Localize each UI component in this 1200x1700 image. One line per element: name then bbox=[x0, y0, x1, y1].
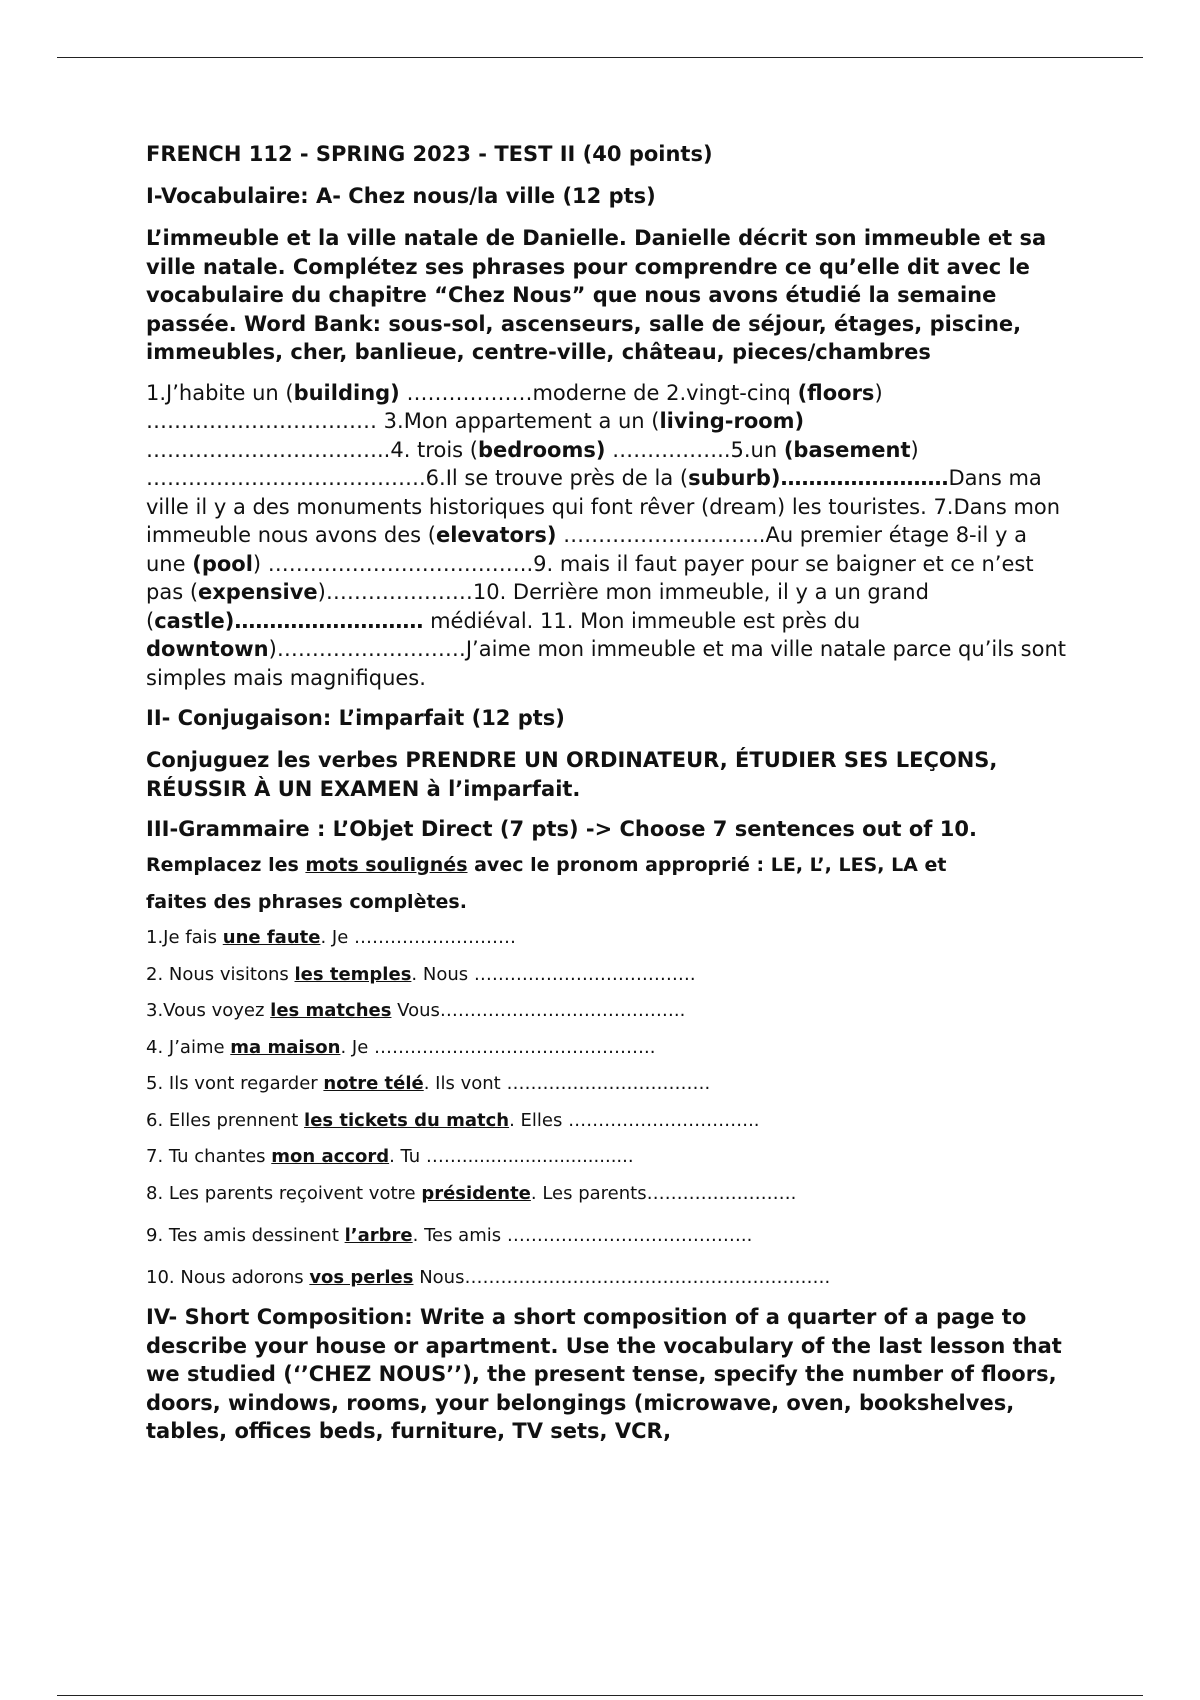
sentence-1 bbox=[146, 927, 1066, 949]
answer-blank: . Je ……………………… bbox=[320, 927, 517, 948]
underlined-object: présidente bbox=[421, 1182, 531, 1204]
sentence-5 bbox=[146, 1073, 1066, 1095]
sentence-10 bbox=[146, 1267, 1066, 1289]
answer-blank: . Je ……………………………………….. bbox=[340, 1036, 656, 1058]
sentence-3 bbox=[146, 1000, 1066, 1022]
sentence-text: 6. Elles prennent bbox=[146, 1109, 305, 1131]
text-run: Dans ma ville il y a des monuments historiques qui font rêver (dream) les touristes. 7.Dans mon immeuble nous avons des ( bbox=[146, 466, 1061, 547]
term-elevators: elevators) bbox=[435, 523, 557, 547]
term-suburb: suburb)…………………… bbox=[688, 466, 949, 490]
sentence-9 bbox=[146, 1225, 1066, 1247]
sentence-2 bbox=[146, 964, 1066, 986]
text-run: ) ………………………………..9. mais il faut payer pour se baigner et ce n’est pas ( bbox=[146, 551, 1034, 604]
text-run: avec le pronom approprié : LE, L’, LES, LA et bbox=[467, 854, 947, 876]
sentence-8 bbox=[146, 1183, 1066, 1205]
section-4-composition: IV- Short Composition: Write a short composition of a quarter of a page to describe your house or apartment. Use the vocabulary of the last lesson that we studied (‘’CHEZ NOUS’’), the present tense, specify the number of floors, doors, windows, rooms, your belongings (microwave, oven, bookshelves, tables, offices beds, furniture, TV sets, VCR, bbox=[146, 1305, 1062, 1443]
underlined-words: mots soulignés bbox=[305, 854, 468, 876]
section-1-intro: L’immeuble et la ville natale de Danielle. Danielle décrit son immeuble et sa ville natale. Complétez ses phrases pour comprendre ce qu’elle dit avec le vocabulaire du chapitre “Chez Nous” que nous avons étudié la semaine passée. Word Bank: sous-sol, ascenseurs, salle de séjour, étages, piscine, immeubles, cher, banlieue, centre-ville, château, pieces/chambres bbox=[146, 226, 1047, 364]
answer-blank: . Tes amis ………………………………….. bbox=[412, 1224, 753, 1246]
sentence-6 bbox=[146, 1110, 1066, 1132]
sentence-text: 9. Tes amis dessinent bbox=[146, 1224, 345, 1246]
term-bedrooms: bedrooms) bbox=[477, 437, 606, 462]
term-pool: (pool bbox=[192, 551, 253, 576]
sentence-4 bbox=[146, 1037, 1066, 1059]
sentence-list bbox=[146, 927, 1066, 1289]
text-run: médiéval. 11. Mon immeuble est près du bbox=[423, 608, 861, 633]
text-run: )…………………10. Derrière mon immeuble, il y a un grand ( bbox=[146, 580, 929, 633]
top-rule bbox=[57, 57, 1143, 58]
sentence-7 bbox=[146, 1146, 1066, 1168]
vocab-paragraph bbox=[146, 379, 1066, 693]
underlined-object: les tickets du match bbox=[304, 1109, 510, 1131]
section-1-heading: I-Vocabulaire: A- Chez nous/la ville (12 pts) bbox=[146, 184, 656, 208]
underlined-object: l’arbre bbox=[344, 1224, 413, 1246]
text-run: ) bbox=[910, 437, 919, 462]
sentence-text: 2. Nous visitons bbox=[146, 963, 295, 985]
term-basement: (basement bbox=[783, 437, 911, 462]
text-run: ……………………………..4. trois ( bbox=[146, 437, 478, 462]
sentence-text: 3.Vous voyez bbox=[146, 1000, 271, 1021]
text-run: 1.J’habite un ( bbox=[146, 380, 294, 405]
section-3-instruction bbox=[146, 847, 1066, 921]
underlined-object: ma maison bbox=[230, 1036, 341, 1058]
term-castle: castle)……………………… bbox=[154, 608, 424, 633]
text-run: ………………moderne de 2.vingt-cinq bbox=[399, 380, 798, 405]
answer-blank: . Les parents……………………. bbox=[530, 1182, 797, 1204]
text-run: ………………………………….6.Il se trouve près de la ( bbox=[146, 466, 689, 490]
sentence-text: 4. J’aime bbox=[146, 1036, 231, 1058]
term-expensive: expensive bbox=[198, 580, 318, 604]
text-run: )………………………J’aime mon immeuble et ma ville natale parce qu’ils sont simples mais magnifiques. bbox=[146, 637, 1066, 690]
text-run: ………………………..Au premier étage 8-il y a une bbox=[146, 523, 1027, 576]
sentence-text: 7. Tu chantes bbox=[146, 1146, 272, 1167]
answer-blank: . Nous ………………………………. bbox=[411, 963, 696, 985]
test-title: FRENCH 112 - SPRING 2023 - TEST II (40 points) bbox=[146, 142, 713, 166]
section-2-heading: II- Conjugaison: L’imparfait (12 pts) bbox=[146, 706, 565, 730]
term-building: building) bbox=[293, 380, 400, 405]
underlined-object: une faute bbox=[222, 927, 321, 948]
sentence-text: 5. Ils vont regarder bbox=[146, 1073, 324, 1094]
underlined-object: les temples bbox=[294, 963, 412, 985]
text-run: Remplacez les bbox=[146, 854, 306, 876]
underlined-object: les matches bbox=[270, 1000, 392, 1021]
text-run: ) bbox=[874, 380, 883, 405]
test-page bbox=[146, 140, 1066, 1446]
term-floors: (floors bbox=[797, 380, 875, 405]
text-run: …………………………… 3.Mon appartement a un ( bbox=[146, 409, 660, 433]
text-run: ……………..5.un bbox=[605, 437, 784, 462]
underlined-object: notre télé bbox=[323, 1073, 424, 1094]
answer-blank: . Ils vont ……………………………. bbox=[423, 1073, 711, 1094]
sentence-text: 10. Nous adorons bbox=[146, 1266, 310, 1288]
section-3-heading: III-Grammaire : L’Objet Direct (7 pts) -> Choose 7 sentences out of 10. bbox=[146, 817, 977, 841]
bottom-rule bbox=[57, 1695, 1143, 1696]
text-run: faites des phrases complètes. bbox=[146, 891, 467, 913]
underlined-object: mon accord bbox=[271, 1146, 390, 1167]
answer-blank: Nous……………………………………………………. bbox=[413, 1266, 831, 1288]
answer-blank: . Tu …….............................. bbox=[389, 1146, 634, 1167]
sentence-text: 8. Les parents reçoivent votre bbox=[146, 1182, 422, 1204]
section-2-instruction: Conjuguez les verbes PRENDRE UN ORDINATEUR, ÉTUDIER SES LEÇONS, RÉUSSIR À UN EXAMEN à l’imparfait. bbox=[146, 748, 998, 801]
answer-blank: Vous………………………………….. bbox=[391, 1000, 686, 1021]
answer-blank: . Elles ………………………….. bbox=[509, 1109, 760, 1131]
term-downtown: downtown bbox=[146, 637, 269, 661]
underlined-object: vos perles bbox=[309, 1266, 414, 1288]
term-living-room: living-room) bbox=[659, 409, 805, 433]
sentence-text: 1.Je fais bbox=[146, 927, 223, 948]
